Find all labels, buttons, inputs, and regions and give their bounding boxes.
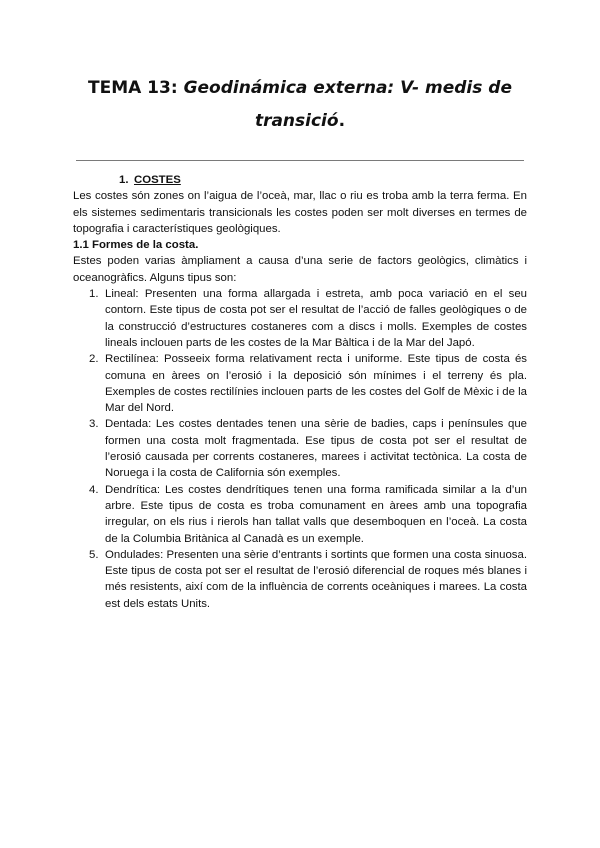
section-title: COSTES (134, 174, 181, 186)
list-item (73, 547, 527, 612)
document-title (60, 72, 540, 138)
list-item-text: Rectilínea: Posseeix forma relativament recta i uniforme. Este tipus de costa és comuna en àrees on l’erosió i la deposició són mínimes i el terreny és pla. Exemples de costes rectilínies inclouen parts de les costes del Golf de Mèxic i de la Mar del Nord. (105, 353, 527, 415)
section-number: 1. (119, 174, 129, 186)
list-item (73, 482, 527, 547)
coast-types-list (73, 286, 527, 612)
list-item (73, 351, 527, 416)
list-item-text: Dendrítica: Les costes dendrítiques tenen una forma ramificada similar a la d’un arbre. Este tipus de costa es troba comunament en àrees amb una topografia irregular, on els rius i rierols han tallat valls que desemboquen en l’oceà. La costa de la Columbia Britànica al Canadà es un exemple. (105, 483, 527, 545)
section-heading (73, 172, 527, 188)
section-intro-paragraph: Les costes són zones on l’aigua de l’oceà, mar, llac o riu es troba amb la terra ferma. En els sistemes sedimentaris transicionals les costes poden ser molt diverses en termes de topografia i característiques geològiques. (73, 190, 527, 235)
title-period: . (338, 111, 346, 131)
list-item-number: 1. (89, 288, 99, 301)
document-body (73, 172, 527, 612)
title-topic-continued: transició (254, 111, 339, 131)
list-item-number: 4. (89, 483, 99, 496)
title-line-1 (60, 72, 540, 105)
list-item-number: 2. (89, 353, 99, 366)
list-item-number: 3. (89, 418, 99, 431)
horizontal-divider (76, 160, 524, 161)
subsection-intro-paragraph: Estes poden varias àmpliament a causa d’una serie de factors geològics, climàtics i oceanogràfics. Alguns tipus son: (73, 255, 527, 284)
list-item-text: Ondulades: Presenten una sèrie d’entrants i sortints que formen una costa sinuosa. Este tipus de costa pot ser el resultat de l’erosió diferencial de roques més blanes i més resistents, així com de la influència de corrents oceàniques i marees. La costa est dels estats Units. (105, 548, 527, 610)
list-item (73, 286, 527, 351)
list-item-text: Lineal: Presenten una forma allargada i estreta, amb poca variació en el seu contorn. Este tipus de costa pot ser el resultat de l’acció de falles geològiques o de la construcció d’estructures costaneres com a discs i molls. Exemples de costes lineals inclouen parts de les costes de la Mar Bàltica i de la Mar del Japó. (105, 288, 527, 349)
list-item-number: 5. (89, 548, 99, 561)
list-item (73, 416, 527, 481)
subsection-heading: 1.1 Formes de la costa. (73, 239, 199, 252)
title-line-2 (60, 105, 540, 138)
list-item-text: Dentada: Les costes dentades tenen una sèrie de badies, caps i penínsules que formen una costa molt fragmentada. Ese tipus de costa pot ser el resultat de l’erosió causada per corrents costaneres, marees i activitat tectònica. La costa de Noruega i la costa de California són exemples. (105, 418, 527, 480)
title-tema: TEMA 13: (87, 78, 184, 98)
title-topic: Geodinámica externa: V- medis de (183, 78, 512, 98)
